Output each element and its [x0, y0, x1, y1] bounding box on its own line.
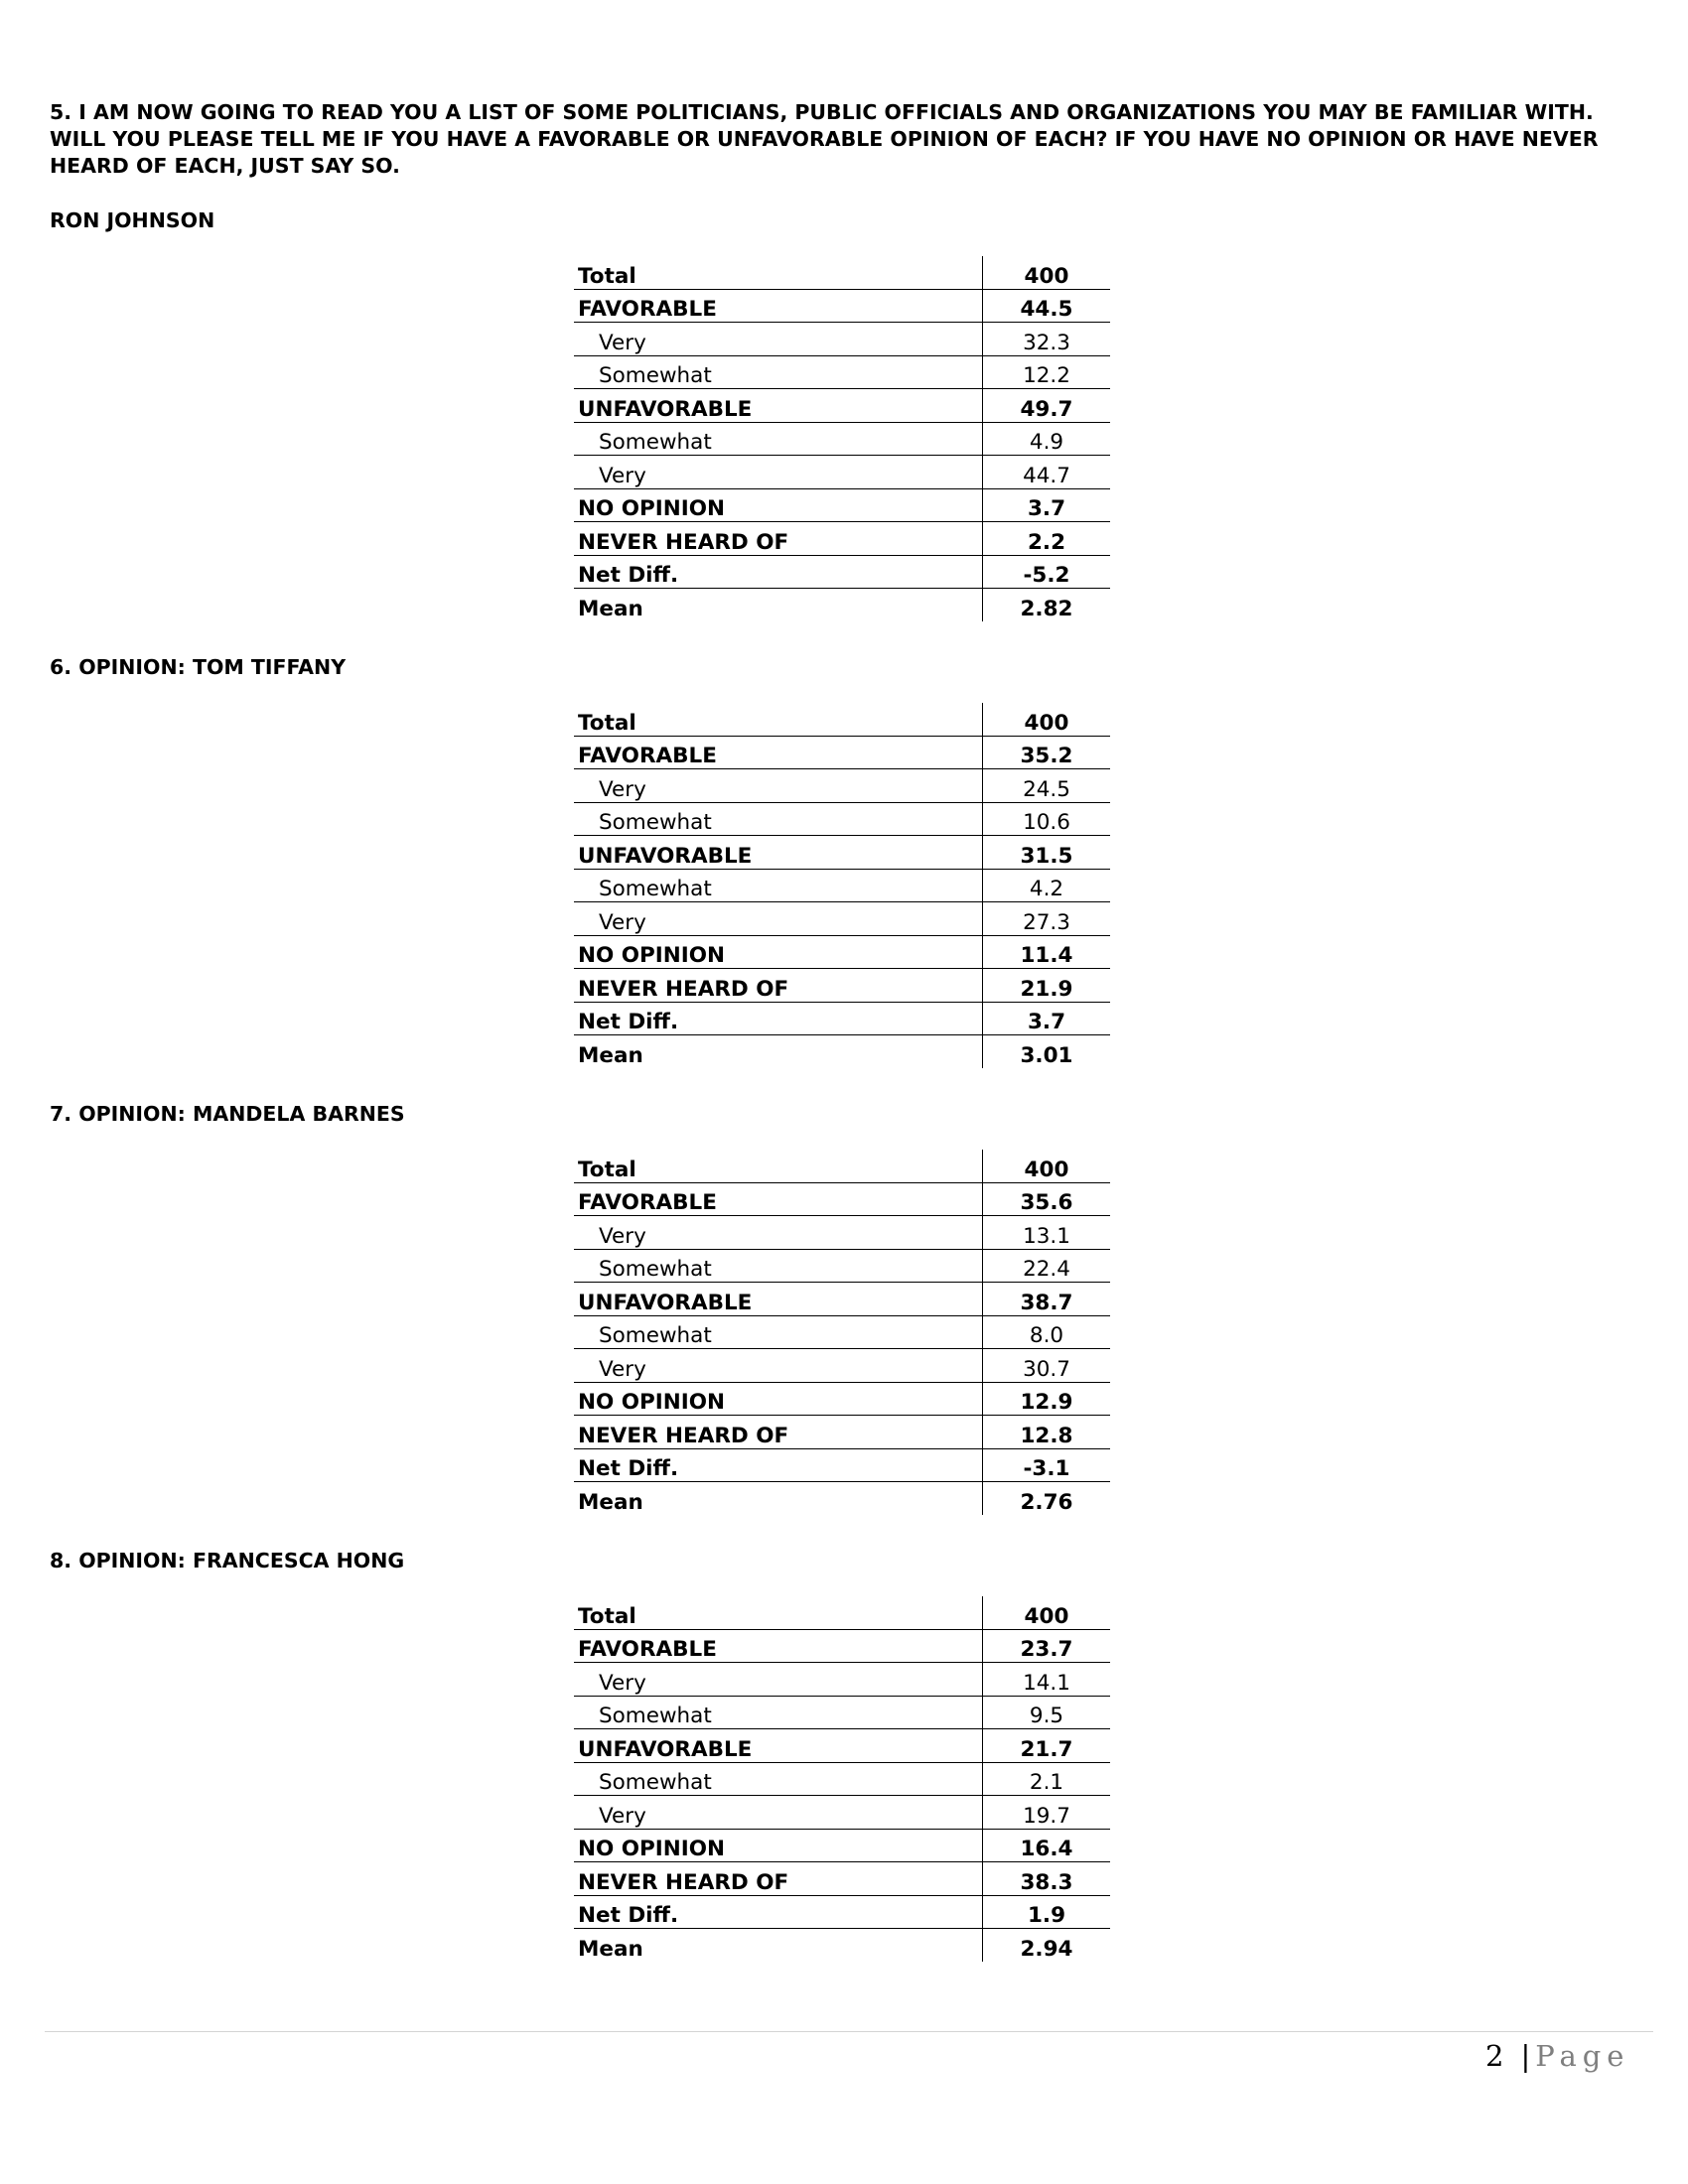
- table-row-unfavorable: [574, 389, 1110, 423]
- row-label: Somewhat: [574, 1315, 983, 1349]
- section-title-francesca-hong: 8. OPINION: FRANCESCA HONG: [50, 1549, 405, 1572]
- table-row-mean: [574, 1035, 1110, 1068]
- row-label: Somewhat: [574, 869, 983, 902]
- table-row-net-diff: [574, 1895, 1110, 1929]
- row-value: 31.5: [983, 836, 1111, 870]
- row-value: 13.1: [983, 1216, 1111, 1250]
- row-label: Very: [574, 1216, 983, 1250]
- row-label: NO OPINION: [574, 935, 983, 969]
- row-label: Mean: [578, 1489, 643, 1515]
- row-value: 22.4: [983, 1249, 1111, 1283]
- row-label: Total: [574, 256, 983, 289]
- row-label: Somewhat: [574, 355, 983, 389]
- row-value: 2.94: [983, 1929, 1111, 1962]
- table-row-never-heard-of: [574, 1862, 1110, 1896]
- row-label: Very: [574, 1796, 983, 1830]
- row-label: FAVORABLE: [574, 289, 983, 323]
- row-label: Net Diff.: [574, 1448, 983, 1482]
- table-row-unfavorable-very: [574, 456, 1110, 489]
- row-value: 38.7: [983, 1283, 1111, 1316]
- table-row-unfavorable-somewhat: [574, 422, 1110, 456]
- table-row-total: [574, 1150, 1110, 1182]
- row-value: 44.5: [983, 289, 1111, 323]
- row-value: 1.9: [983, 1895, 1111, 1929]
- footer-separator: |: [1520, 2039, 1532, 2073]
- table-row-favorable-somewhat: [574, 802, 1110, 836]
- table-row-favorable-somewhat: [574, 355, 1110, 389]
- row-label: Mean: [578, 1042, 643, 1068]
- row-label: FAVORABLE: [574, 1182, 983, 1216]
- page-number: 2: [1485, 2039, 1505, 2073]
- row-value: 2.76: [983, 1482, 1111, 1515]
- section-title-ron-johnson: RON JOHNSON: [50, 208, 215, 232]
- row-label: Very: [574, 1663, 983, 1697]
- row-label: NEVER HEARD OF: [574, 522, 983, 556]
- table-row-unfavorable: [574, 1283, 1110, 1316]
- table-row-favorable: [574, 736, 1110, 769]
- table-row-unfavorable: [574, 836, 1110, 870]
- row-value: 44.7: [983, 456, 1111, 489]
- section-title-tom-tiffany: 6. OPINION: TOM TIFFANY: [50, 655, 347, 679]
- table-row-never-heard-of: [574, 522, 1110, 556]
- table-row-favorable: [574, 1629, 1110, 1663]
- row-value: 3.7: [983, 488, 1111, 522]
- row-label: Net Diff.: [574, 1002, 983, 1035]
- table-row-no-opinion: [574, 1382, 1110, 1416]
- row-value: 16.4: [983, 1829, 1111, 1862]
- row-label: NEVER HEARD OF: [574, 969, 983, 1003]
- row-label: UNFAVORABLE: [574, 1729, 983, 1763]
- footer-divider: [45, 2031, 1653, 2032]
- table-row-favorable-somewhat: [574, 1696, 1110, 1729]
- row-value: 35.6: [983, 1182, 1111, 1216]
- row-value: -3.1: [983, 1448, 1111, 1482]
- row-value: 10.6: [983, 802, 1111, 836]
- table-row-no-opinion: [574, 935, 1110, 969]
- table-row-mean: [574, 589, 1110, 621]
- row-value: 4.9: [983, 422, 1111, 456]
- row-value: 23.7: [983, 1629, 1111, 1663]
- table-row-no-opinion: [574, 1829, 1110, 1862]
- row-value: 3.7: [983, 1002, 1111, 1035]
- row-value: 12.2: [983, 355, 1111, 389]
- row-value: 12.8: [983, 1416, 1111, 1449]
- row-value: 400: [983, 1596, 1111, 1629]
- opinion-table-ron-johnson: [574, 256, 1110, 621]
- row-value: 24.5: [983, 769, 1111, 803]
- row-label: FAVORABLE: [574, 736, 983, 769]
- row-label: Net Diff.: [574, 555, 983, 589]
- row-value: 400: [983, 1150, 1111, 1182]
- row-label: Mean: [578, 1936, 643, 1962]
- table-row-no-opinion: [574, 488, 1110, 522]
- table-row-mean: [574, 1482, 1110, 1515]
- row-value: 8.0: [983, 1315, 1111, 1349]
- row-value: 12.9: [983, 1382, 1111, 1416]
- row-value: 14.1: [983, 1663, 1111, 1697]
- row-value: 400: [983, 703, 1111, 736]
- table-row-net-diff: [574, 1448, 1110, 1482]
- row-label: Somewhat: [574, 1696, 983, 1729]
- table-row-mean: [574, 1929, 1110, 1962]
- opinion-table-francesca-hong: [574, 1596, 1110, 1962]
- table-row-net-diff: [574, 555, 1110, 589]
- row-value: 21.9: [983, 969, 1111, 1003]
- row-label: NO OPINION: [574, 488, 983, 522]
- table-row-favorable-very: [574, 769, 1110, 803]
- row-label: Very: [574, 323, 983, 356]
- row-value: 27.3: [983, 902, 1111, 936]
- table-row-never-heard-of: [574, 1416, 1110, 1449]
- page-footer: [1485, 2039, 1629, 2073]
- table-row-favorable-somewhat: [574, 1249, 1110, 1283]
- row-value: 38.3: [983, 1862, 1111, 1896]
- table-row-unfavorable-very: [574, 902, 1110, 936]
- row-label: NEVER HEARD OF: [574, 1416, 983, 1449]
- row-value: 32.3: [983, 323, 1111, 356]
- row-label: NEVER HEARD OF: [574, 1862, 983, 1896]
- table-row-favorable: [574, 289, 1110, 323]
- table-row-unfavorable-somewhat: [574, 869, 1110, 902]
- row-label: NO OPINION: [574, 1829, 983, 1862]
- row-label: Very: [574, 902, 983, 936]
- row-label: Total: [574, 1150, 983, 1182]
- table-row-unfavorable-very: [574, 1796, 1110, 1830]
- row-label: Somewhat: [574, 422, 983, 456]
- row-label: Total: [574, 1596, 983, 1629]
- table-row-favorable-very: [574, 323, 1110, 356]
- table-row-unfavorable-very: [574, 1349, 1110, 1383]
- row-label: Very: [574, 769, 983, 803]
- table-row-unfavorable: [574, 1729, 1110, 1763]
- row-value: 2.1: [983, 1762, 1111, 1796]
- row-value: 30.7: [983, 1349, 1111, 1383]
- row-label: FAVORABLE: [574, 1629, 983, 1663]
- row-label: Total: [574, 703, 983, 736]
- row-value: -5.2: [983, 555, 1111, 589]
- row-value: 4.2: [983, 869, 1111, 902]
- table-row-favorable-very: [574, 1216, 1110, 1250]
- row-value: 2.82: [983, 589, 1111, 621]
- row-value: 3.01: [983, 1035, 1111, 1068]
- table-row-unfavorable-somewhat: [574, 1315, 1110, 1349]
- row-label: Mean: [578, 596, 643, 621]
- intro-question: 5. I AM NOW GOING TO READ YOU A LIST OF SOME POLITICIANS, PUBLIC OFFICIALS AND ORGANIZATIONS YOU MAY BE FAMILIAR WITH. WILL YOU PLEASE TELL ME IF YOU HAVE A FAVORABLE OR UNFAVORABLE OPINION OF EACH? IF YOU HAVE NO OPINION OR HAVE NEVER HEARD OF EACH, JUST SAY SO.: [50, 100, 1599, 178]
- row-label: UNFAVORABLE: [574, 389, 983, 423]
- table-row-favorable-very: [574, 1663, 1110, 1697]
- table-row-net-diff: [574, 1002, 1110, 1035]
- opinion-table-tom-tiffany: [574, 703, 1110, 1068]
- row-label: UNFAVORABLE: [574, 1283, 983, 1316]
- row-value: 9.5: [983, 1696, 1111, 1729]
- row-label: Somewhat: [574, 1762, 983, 1796]
- row-label: NO OPINION: [574, 1382, 983, 1416]
- row-value: 49.7: [983, 389, 1111, 423]
- row-value: 19.7: [983, 1796, 1111, 1830]
- row-label: Very: [574, 456, 983, 489]
- section-title-mandela-barnes: 7. OPINION: MANDELA BARNES: [50, 1102, 405, 1126]
- row-value: 2.2: [983, 522, 1111, 556]
- row-label: Very: [574, 1349, 983, 1383]
- row-value: 21.7: [983, 1729, 1111, 1763]
- table-row-unfavorable-somewhat: [574, 1762, 1110, 1796]
- row-value: 400: [983, 256, 1111, 289]
- table-row-total: [574, 256, 1110, 289]
- row-value: 35.2: [983, 736, 1111, 769]
- table-row-favorable: [574, 1182, 1110, 1216]
- page-label: Page: [1535, 2039, 1630, 2073]
- row-label: Somewhat: [574, 1249, 983, 1283]
- row-label: UNFAVORABLE: [574, 836, 983, 870]
- row-value: 11.4: [983, 935, 1111, 969]
- opinion-table-mandela-barnes: [574, 1150, 1110, 1515]
- table-row-never-heard-of: [574, 969, 1110, 1003]
- row-label: Somewhat: [574, 802, 983, 836]
- table-row-total: [574, 703, 1110, 736]
- table-row-total: [574, 1596, 1110, 1629]
- row-label: Net Diff.: [574, 1895, 983, 1929]
